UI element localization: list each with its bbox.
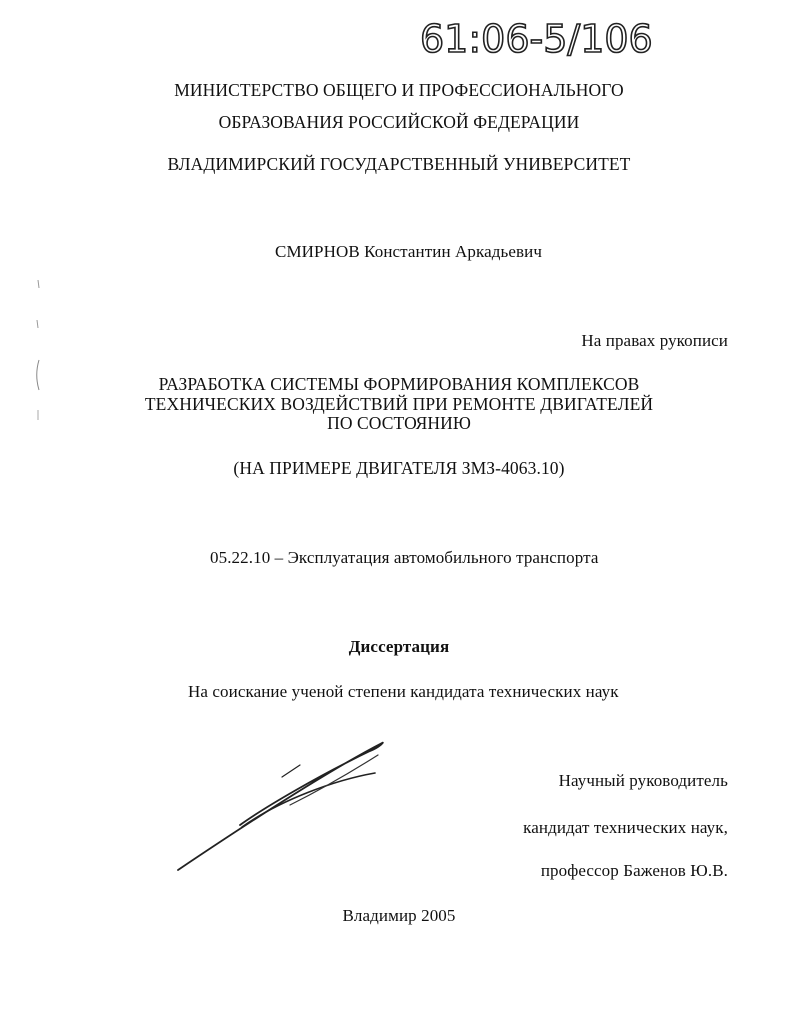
work-type: Диссертация [348, 637, 450, 656]
specialty-code: 05.22.10 – Эксплуатация автомобильного транспорта [210, 548, 599, 567]
signature [170, 735, 390, 875]
title-line-3: ПО СОСТОЯНИЮ [327, 413, 471, 433]
handwritten-catalog-number [418, 8, 678, 68]
supervisor-label: Научный руководитель [558, 771, 728, 790]
supervisor-name: профессор Баженов Ю.В. [540, 861, 728, 880]
university-name: ВЛАДИМИРСКИЙ ГОСУДАРСТВЕННЫЙ УНИВЕРСИТЕТ [167, 154, 631, 174]
ministry-line-2: ОБРАЗОВАНИЯ РОССИЙСКОЙ ФЕДЕРАЦИИ [218, 112, 580, 132]
scan-margin-marks [28, 270, 48, 430]
handwritten-code-text: 61:06-5/106 [420, 17, 653, 61]
manuscript-note: На правах рукописи [581, 331, 728, 350]
degree-sought: На соискание ученой степени кандидата технических наук [188, 682, 619, 701]
author-name: СМИРНОВ Константин Аркадьевич [275, 242, 542, 261]
city-year: Владимир 2005 [342, 906, 456, 925]
title-line-2: ТЕХНИЧЕСКИХ ВОЗДЕЙСТВИЙ ПРИ РЕМОНТЕ ДВИГАТЕЛЕЙ [144, 394, 654, 414]
title-subtitle: (НА ПРИМЕРЕ ДВИГАТЕЛЯ ЗМЗ-4063.10) [233, 458, 565, 478]
supervisor-degree: кандидат технических наук, [523, 818, 728, 837]
ministry-line-1: МИНИСТЕРСТВО ОБЩЕГО И ПРОФЕССИОНАЛЬНОГО [174, 80, 624, 100]
title-line-1: РАЗРАБОТКА СИСТЕМЫ ФОРМИРОВАНИЯ КОМПЛЕКСОВ [158, 374, 640, 394]
